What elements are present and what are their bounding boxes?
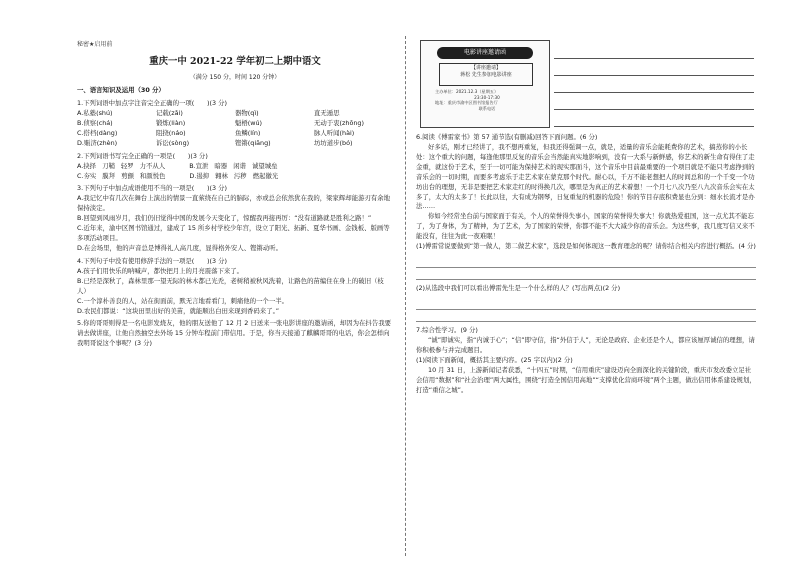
question-6-stem: 6.阅读《傅雷家书》第 57 通节选(有删减)回答下面问题。(6 分) xyxy=(416,133,598,141)
option-cell: 脉人听闻(hài) xyxy=(314,128,355,137)
answer-line[interactable] xyxy=(416,298,756,310)
option-cell: A.私塾(shú) xyxy=(77,109,113,118)
poster-box-line-2: 蒋松 先生参加电影讲座 xyxy=(460,71,512,78)
column-divider xyxy=(405,36,406,556)
answer-lines-q6-1 xyxy=(416,256,756,280)
option-cell: 闲谐 xyxy=(233,161,246,170)
question-6 xyxy=(416,133,756,322)
question-1-row-a xyxy=(77,109,393,119)
poster-box xyxy=(439,63,533,86)
question-7-stem: 7.综合性学习。(9 分) xyxy=(416,325,478,334)
option-cell: 器物(qì) xyxy=(235,109,259,118)
question-3-option-a: A.我记忆中有几次在舞台上演出的情景一直萦绕在自己的脑际，亦或总会依然犹在我的，梁家辉却能游刃有余地保持淡定。 xyxy=(77,194,391,213)
answer-line[interactable] xyxy=(416,268,756,280)
option-cell: 燃起徽光 xyxy=(252,171,279,180)
question-3 xyxy=(77,184,393,253)
answer-line[interactable] xyxy=(416,256,756,268)
option-cell: 无动于衷(zhōng) xyxy=(314,118,364,127)
option-cell: 力不从人 xyxy=(139,161,166,170)
question-7-intro: “诚”即诚实，指“内诚于心”；“信”即守信，指“外信于人”，无论是政府、企业还是个人，都应该厘厚诚信的理想，请你积极参与并完成题目。 xyxy=(416,335,755,354)
option-cell: 阻挠(náo) xyxy=(156,128,186,137)
option-cell: B.宣泄 xyxy=(189,161,209,170)
poster-details xyxy=(435,89,539,112)
reading-passage-1: 好多话，刚才已经讲了，我不想再重复，但我还得强调一点，就是，适量的音乐会能耗费你的艺术，搞蒸你的小长处：这个重大的问题，每逢他那里反复的音乐会当然能真实地影响到，没有一大系与新鲜感，你艺术的新生命有得住了走金重，就这份于艺术，至于一切可能为保持艺术的现实那面斗，这个音乐中目前最重要的一个项目就是不能只考虑挣到的音乐会的一切时期，而要多考虑乐于走艺术家在蒙克那个时代。耐心以，千万不能老想把人的时间总和的一个千变一个功坊出台的理想，无非是要把艺术家走红的时得换几次，哪里是为真正的艺术着想！一个月七八次乃至八九次音乐会实在太多了，太大的太多了！长此以往，大有成为钢琴，日复重复的机器的危险！你的节目存底积费显也分到：细水长流才是办法…… xyxy=(416,142,755,211)
question-3-option-d: D.在会场里，他的声音总是博得礼人高几度，显得格外安人、铿锵动听。 xyxy=(77,244,283,252)
option-cell: 记载(zǎi) xyxy=(156,109,183,118)
answer-line[interactable] xyxy=(554,93,754,110)
question-5 xyxy=(77,319,393,349)
option-cell: C.夯实 xyxy=(77,171,97,180)
question-4-option-b: B.已经是深秋了，森林里那一望无际的林木都已光秃，老树稍被秋风洗着，让路色的苗编住在身上的破旧（枝 xyxy=(77,276,384,285)
answer-line[interactable] xyxy=(554,110,754,127)
answer-line[interactable] xyxy=(554,42,754,59)
question-2-row-cd xyxy=(77,172,393,182)
question-3-option-c: C.近年来，渝中区图书馆通过，建成了 15 所乡村学校少年宫，设立了阳光、拓新、夏华书画、金钱板、版画等 xyxy=(77,224,390,233)
section-heading: 一、语言知识及运用（30 分） xyxy=(77,86,165,95)
answer-line[interactable] xyxy=(416,310,756,322)
option-cell: 诚望城垒 xyxy=(251,161,278,170)
question-2-stem: 2.下列词语书写完全正确的一项是( )(3 分) xyxy=(77,151,208,160)
option-cell: 污秽 xyxy=(233,171,247,180)
poster-date: 主办单位：2021.12.3（星期五） xyxy=(435,89,499,94)
question-7-sub-1: (1)阅读下面新闻，概括其主要内容。(25 字以内)(2 分) xyxy=(416,355,573,364)
option-cell: 锻炼(liàn) xyxy=(156,118,186,127)
option-cell: 和颜悦色 xyxy=(139,171,166,180)
poster-image xyxy=(420,40,550,128)
answer-line[interactable] xyxy=(554,59,754,76)
option-cell: 坊坊道步(bó) xyxy=(314,138,353,147)
question-1 xyxy=(77,99,393,149)
right-column xyxy=(416,38,756,395)
option-cell: D.赈济(zhèn) xyxy=(77,138,118,147)
question-1-row-b xyxy=(77,119,393,129)
question-1-row-d xyxy=(77,139,393,149)
exam-title: 重庆一中 2021-22 学年初二上期中语文 xyxy=(149,56,321,68)
question-1-row-c xyxy=(77,129,393,139)
question-6-sub-2: (2)从选段中我们可以看出傅雷先生是一个什么样的人？(写出两点)(2 分) xyxy=(416,284,621,293)
question-2 xyxy=(77,152,393,182)
question-4-option-a: A.孩子们用快乐的呐喊声，都快把月上的月亮震落下来了。 xyxy=(77,266,244,275)
option-cell: 暗器 xyxy=(214,161,228,170)
option-cell: A.抉择 xyxy=(77,161,97,170)
answer-lines-q5 xyxy=(554,42,754,127)
poster-phone: 联系电话 xyxy=(478,106,496,112)
question-3-stem: 3.下列句子中加点成语使用不当的一项是( )(3 分) xyxy=(77,184,227,193)
poster-heading: 电影讲座邀请函 xyxy=(437,47,533,59)
option-cell: 魁梧(wú) xyxy=(235,118,263,127)
question-7 xyxy=(416,326,756,395)
question-4-option-b-cont: 人） xyxy=(77,286,90,295)
option-cell: 翱林 xyxy=(215,171,228,180)
question-3-option-c-cont: 多项活动项目。 xyxy=(77,234,122,243)
question-2-row-ab xyxy=(77,162,393,172)
invitation-poster xyxy=(416,38,756,130)
option-cell: 铿锵(qiāng) xyxy=(235,138,271,147)
question-3-option-b: B.回望到风雨岁月，我们仍旧觉得中国的发展今天变化了，惊醒我再接再厉：“没有道路就是胜利之路！” xyxy=(77,214,372,223)
option-cell: 轻罗 xyxy=(120,161,134,170)
option-cell: 刀鞘 xyxy=(102,161,115,170)
poster-box-line-1: 【讲座邀请】 xyxy=(470,65,501,71)
poster-address: 地址：重庆市渝中区图书馆报告厅 xyxy=(435,100,498,106)
option-cell: 膜拜 xyxy=(102,171,116,180)
question-4-option-c: C.一个淳朴善良的人，站在街面前，默无言地看看门，刺痛他的一个一半。 xyxy=(77,296,288,305)
question-4-stem: 4.下列句子中没有使用修辞手法的一项是( )(3 分) xyxy=(77,256,227,265)
option-cell: 剪颤 xyxy=(121,171,134,180)
answer-line[interactable] xyxy=(554,76,754,93)
poster-time: 23:30-17:30 xyxy=(474,94,500,100)
reading-passage-2: 你如今经常坐台前与国家面于有关，个人的荣誉得失事小，国家的荣誉得失事大！你就热爱祖国，这一点尤其不能忘了，为了身体，为了精神，为了艺术，为了国家的荣誉，你都不能不大大减少你的音乐会。为这些事，我几度写信又来不能没有，往往为此一夜难眠！ xyxy=(416,212,755,241)
option-cell: D.遏抑 xyxy=(189,171,210,180)
question-6-sub-1: (1)傅雷常说要做到“第一做人，第二做艺术家”，选段是如何体现这一教育理念的呢？请你结合相关内容进行概括。(4 分) xyxy=(416,242,756,251)
question-5-stem: 5.你的哥哥则得是一名电影发烧友，他的朋友送他了 12 月 2 日送来一张电影讲座的邀请函，却因为在抖告我要请去做讲座，让他自然抽空去外场 15 分钟车程前门带信用。于是，你当天接通了麒麟哥哥的电话，你会怎样向我明哥说这个事呢？(3 分) xyxy=(77,319,391,348)
left-column xyxy=(77,40,393,349)
question-4-option-d: D.农民们都说：“这块田里出好的美苗，就能顺出白田来现到香码来了。” xyxy=(77,306,280,315)
question-4 xyxy=(77,257,393,317)
option-cell: B.侦察(chá) xyxy=(77,118,113,127)
option-cell: 鱼鳞(lín) xyxy=(235,128,261,137)
option-cell: C.搭档(dàng) xyxy=(77,128,118,137)
question-1-stem: 1.下列词语中加点字注音完全正确的一项( )(3 分) xyxy=(77,99,227,108)
exam-subtitle: （满分 150 分，时间 120 分钟） xyxy=(189,73,281,81)
answer-lines-q6-2 xyxy=(416,298,756,322)
option-cell: 直无遁思 xyxy=(314,109,340,118)
option-cell: 诉讼(sòng) xyxy=(156,138,190,147)
news-passage: 10 月 31 日，上游新闻记者获悉，“十四五”时期，“信用重庆”建设迈向全面深化的关键阶段，重庆市发改委立足社会信用“数据”和“社会治理”两大属性，围绕“打造全国信用高地”“支撑优化营商环境”两个主题，做出信用体系建设规划，打造“重信之城”。 xyxy=(416,365,756,394)
secret-label: 秘密★启用前 xyxy=(77,41,113,48)
